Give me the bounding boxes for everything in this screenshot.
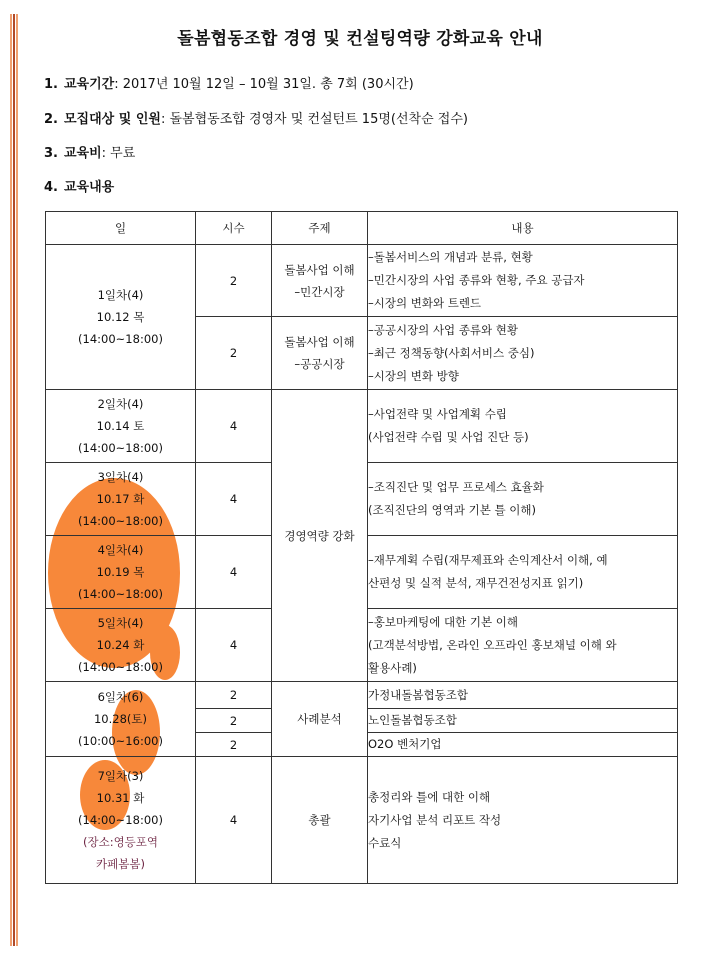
decorative-border-stripes xyxy=(10,14,20,946)
content-cell: –재무계획 수립(재무제표와 손익계산서 이해, 예 산편성 및 실적 분석, 재무건전성지표 읽기) xyxy=(368,536,678,609)
table-row xyxy=(46,245,678,317)
day-cell: 2일차(4) 10.14 토 (14:00~18:00) xyxy=(46,390,196,463)
content-cell: 가정내돌봄협동조합 xyxy=(368,682,678,709)
venue-note: 카페봄봄) xyxy=(96,857,145,871)
table-row xyxy=(46,390,678,463)
hours-cell: 4 xyxy=(196,609,272,682)
hours-cell: 4 xyxy=(196,390,272,463)
content-cell: –사업전략 및 사업계획 수립 (사업전략 수립 및 사업 진단 등) xyxy=(368,390,678,463)
day-cell: 4일차(4) 10.19 목 (14:00~18:00) xyxy=(46,536,196,609)
day-cell: 7일차(3) 10.31 화 (14:00~18:00) (장소:영등포역 카페봄봄) xyxy=(46,757,196,884)
hours-cell: 4 xyxy=(196,757,272,884)
day-cell: 3일차(4) 10.17 화 (14:00~18:00) xyxy=(46,463,196,536)
topic-cell: 경영역량 강화 xyxy=(272,390,368,682)
day-cell: 6일차(6) 10.28(토) (10:00~16:00) xyxy=(46,682,196,757)
content-cell: –홍보마케팅에 대한 기본 이해 (고객분석방법, 온라인 오프라인 홍보채널 이해 와 활용사례) xyxy=(368,609,678,682)
content-cell: –조직진단 및 업무 프로세스 효율화 (조직진단의 영역과 기본 틀 이해) xyxy=(368,463,678,536)
hours-cell: 2 xyxy=(196,733,272,757)
page-title: 돌봄협동조합 경영 및 컨설팅역량 강화교육 안내 xyxy=(177,29,543,49)
header-day: 일 xyxy=(46,212,196,245)
content-cell: 총정리와 틀에 대한 이해 자기사업 분석 리포트 작성 수료식 xyxy=(368,757,678,884)
venue-note: (장소:영등포역 xyxy=(82,835,158,849)
hours-cell: 4 xyxy=(196,536,272,609)
info-period: 1. 교육기간: 2017년 10월 12일 – 10월 31일. 총 7회 (30시간) xyxy=(44,77,414,92)
header-topic: 주제 xyxy=(272,212,368,245)
hours-cell: 2 xyxy=(196,709,272,733)
content-cell: 노인돌봄협동조합 xyxy=(368,709,678,733)
topic-cell: 총괄 xyxy=(272,757,368,884)
header-content: 내용 xyxy=(368,212,678,245)
topic-cell: 돌봄사업 이해 –민간시장 xyxy=(272,245,368,317)
table-row xyxy=(46,757,678,884)
day-cell: 5일차(4) 10.24 화 (14:00~18:00) xyxy=(46,609,196,682)
content-cell: O2O 벤처기업 xyxy=(368,733,678,757)
topic-cell: 사례분석 xyxy=(272,682,368,757)
info-target: 2. 모집대상 및 인원: 돌봄협동조합 경영자 및 컨설턴트 15명(선착순 접수) xyxy=(44,112,468,127)
hours-cell: 2 xyxy=(196,317,272,390)
header-hours: 시수 xyxy=(196,212,272,245)
hours-cell: 4 xyxy=(196,463,272,536)
info-content-heading: 4. 교육내용 xyxy=(44,180,115,195)
hours-cell: 2 xyxy=(196,245,272,317)
info-fee: 3. 교육비: 무료 xyxy=(44,146,136,161)
topic-cell: 돌봄사업 이해 –공공시장 xyxy=(272,317,368,390)
table-row xyxy=(46,682,678,709)
content-cell: –돌봄서비스의 개념과 분류, 현황 –민간시장의 사업 종류와 현황, 주요 공급자 –시장의 변화와 트렌드 xyxy=(368,245,678,317)
content-cell: –공공시장의 사업 종류와 현황 –최근 정책동향(사회서비스 중심) –시장의 변화 방향 xyxy=(368,317,678,390)
schedule-table xyxy=(45,211,678,884)
day-cell: 1일차(4) 10.12 목 (14:00~18:00) xyxy=(46,245,196,390)
hours-cell: 2 xyxy=(196,682,272,709)
table-header-row xyxy=(46,212,678,245)
